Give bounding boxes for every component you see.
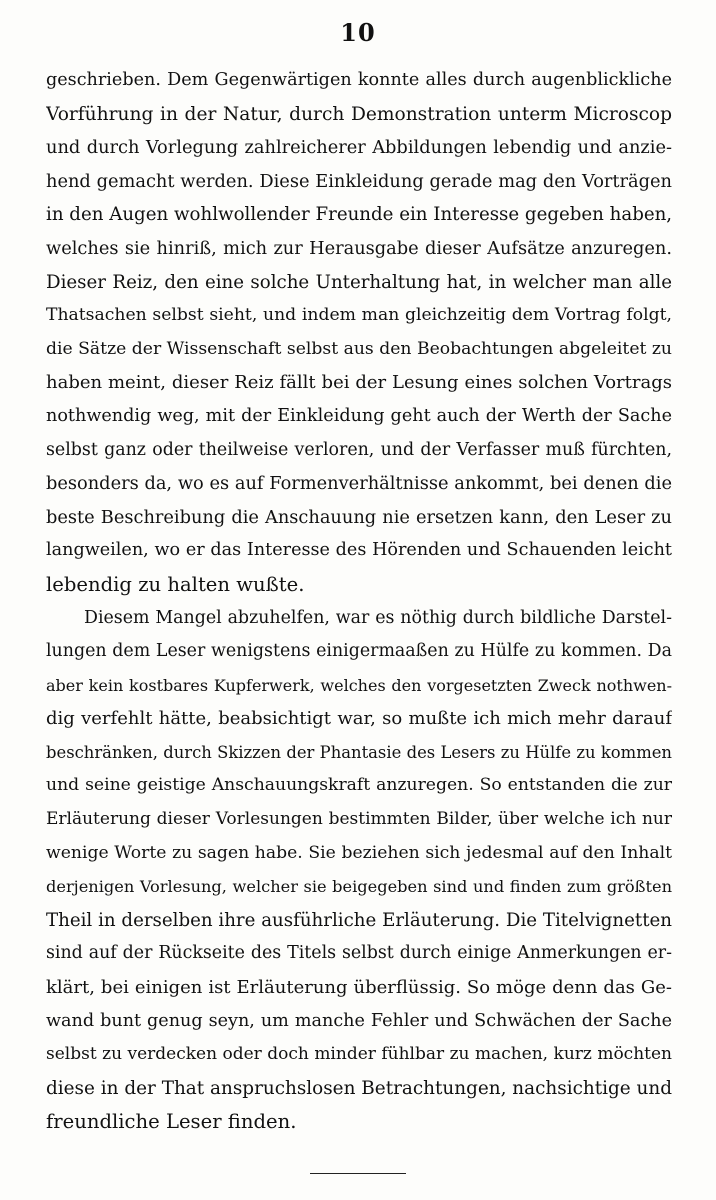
text-line: klärt, bei einigen ist Erläuterung überflüssig. So möge denn das Ge- — [46, 977, 672, 999]
text-line: nothwendig weg, mit der Einkleidung geht auch der Werth der Sache — [46, 405, 672, 426]
text-line: wand bunt genug seyn, um manche Fehler und Schwächen der Sache — [46, 1010, 672, 1031]
text-line: besonders da, wo es auf Formenverhältnisse ankommt, bei denen die — [46, 473, 672, 495]
paragraph-end-line: freundliche Leser finden. — [46, 1110, 297, 1134]
text-line: in den Augen wohlwollender Freunde ein Interesse gegeben haben, — [46, 204, 672, 226]
text-line: hend gemacht werden. Diese Einkleidung gerade mag den Vorträgen — [46, 170, 672, 192]
text-line: sind auf der Rückseite des Titels selbst durch einige Anmerkungen er- — [46, 943, 672, 964]
text-line: wenige Worte zu sagen habe. Sie beziehen sich jedesmal auf den Inhalt — [46, 842, 672, 863]
text-line: beste Beschreibung die Anschauung nie ersetzen kann, den Leser zu — [46, 506, 672, 528]
text-line: selbst ganz oder theilweise verloren, und der Verfasser muß fürchten, — [46, 439, 672, 460]
text-line: haben meint, dieser Reiz fällt bei der Lesung eines solchen Vortrags — [46, 372, 672, 394]
text-line: Vorführung in der Natur, durch Demonstration unterm Microscop — [46, 103, 672, 125]
text-line: geschrieben. Dem Gegenwärtigen konnte alles durch augenblickliche — [46, 70, 672, 90]
text-line: selbst zu verdecken oder doch minder fühlbar zu machen, kurz möchten — [46, 1044, 672, 1065]
text-line: derjenigen Vorlesung, welcher sie beigegeben sind und finden zum größten — [46, 877, 672, 897]
text-line: und durch Vorlegung zahlreicherer Abbildungen lebendig und anzie- — [46, 137, 672, 159]
text-line: Thatsachen selbst sieht, und indem man gleichzeitig dem Vortrag folgt, — [46, 305, 672, 326]
text-line: diese in der That anspruchslosen Betrachtungen, nachsichtige und — [46, 1077, 672, 1099]
text-line: welches sie hinriß, mich zur Herausgabe dieser Aufsätze anzuregen. — [46, 237, 672, 259]
paragraph-end-line: lebendig zu halten wußte. — [46, 572, 305, 596]
closing-rule — [310, 1173, 406, 1174]
text-line: Dieser Reiz, den eine solche Unterhaltung hat, in welcher man alle — [46, 271, 672, 293]
text-line: aber kein kostbares Kupferwerk, welches den vorgesetzten Zweck nothwen- — [46, 675, 672, 695]
text-line: Theil in derselben ihre ausführliche Erläuterung. Die Titelvignetten — [46, 909, 672, 931]
text-line: lungen dem Leser wenigstens einigermaaßen zu Hülfe zu kommen. Da — [46, 641, 672, 662]
text-line: die Sätze der Wissenschaft selbst aus den Beobachtungen abgeleitet zu — [46, 338, 672, 359]
text-line: dig verfehlt hätte, beabsichtigt war, so mußte ich mich mehr darauf — [46, 708, 672, 730]
text-line: Erläuterung dieser Vorlesungen bestimmten Bilder, über welche ich nur — [46, 809, 672, 830]
body-text — [46, 64, 672, 1139]
text-line: langweilen, wo er das Interesse des Hörenden und Schauenden leicht — [46, 540, 672, 561]
page-number: 10 — [340, 18, 376, 47]
text-line: beschränken, durch Skizzen der Phantasie des Lesers zu Hülfe zu kommen — [46, 742, 672, 762]
text-line: und seine geistige Anschauungskraft anzuregen. So entstanden die zur — [46, 775, 672, 796]
paragraph-start-line: Diesem Mangel abzuhelfen, war es nöthig durch bildliche Darstel- — [84, 607, 672, 628]
